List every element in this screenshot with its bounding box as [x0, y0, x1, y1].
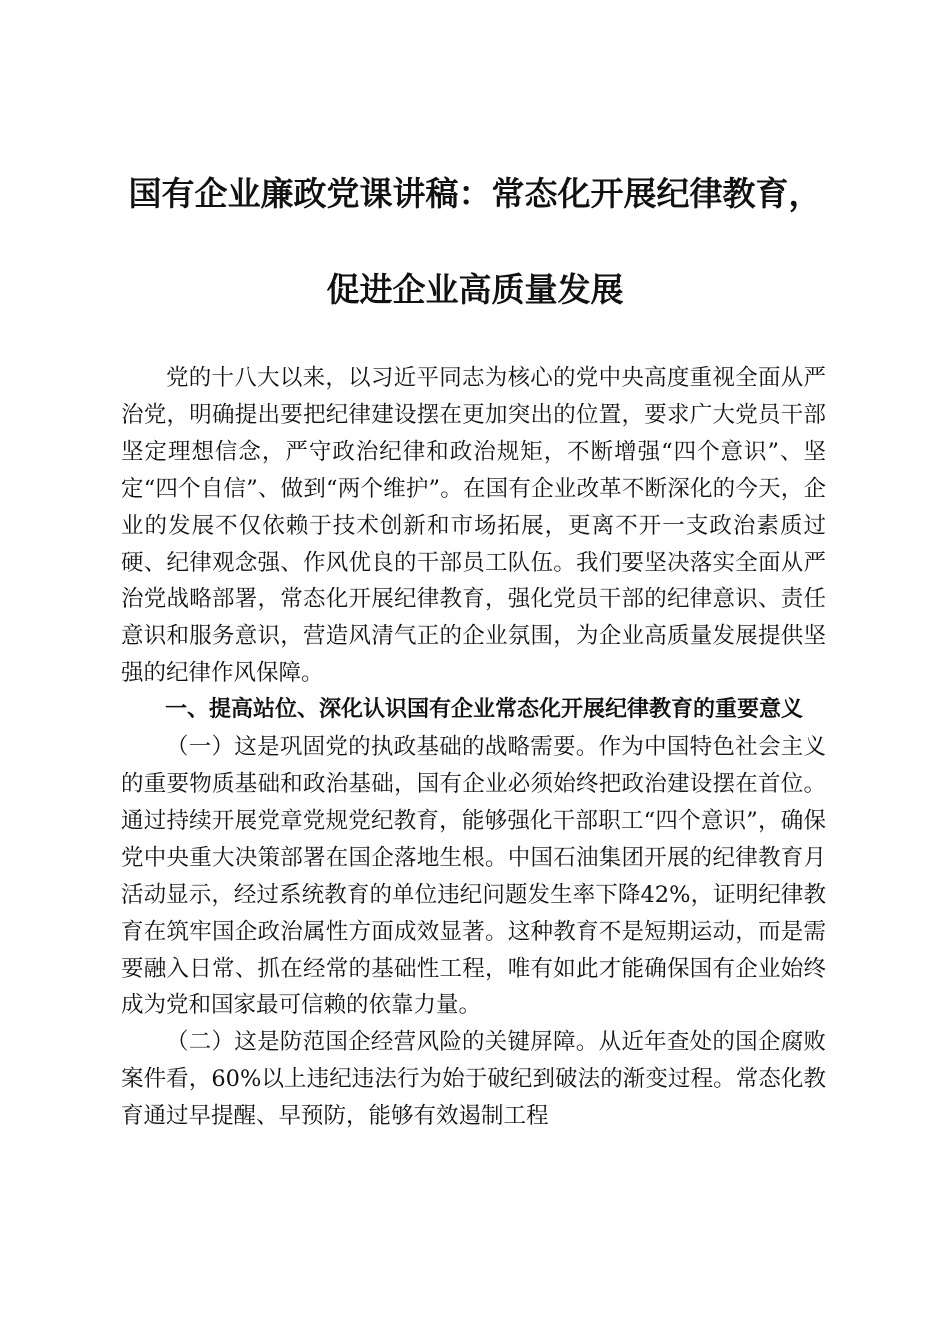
section-heading-1: 一、提高站位、深化认识国有企业常态化开展纪律教育的重要意义: [165, 697, 804, 723]
document-title-line-2: 促进企业高质量发展: [326, 270, 624, 309]
paragraph-point-2: （二）这是防范国企经营风险的关键屏障。从近年查处的国企腐败案件看，60%以上违纪违法行为始于破纪到破法的渐变过程。常态化教育通过早提醒、早预防，能够有效遏制工程: [121, 1029, 826, 1130]
paragraph-intro: 党的十八大以来，以习近平同志为核心的党中央高度重视全面从严治党，明确提出要把纪律建设摆在更加突出的位置，要求广大党员干部坚定理想信念，严守政治纪律和政治规矩，不断增强“四个意识”、坚定“四个自信”、做到“两个维护”。在国有企业改革不断深化的今天，企业的发展不仅依赖于技术创新和市场拓展，更离不开一支政治素质过硬、纪律观念强、作风优良的干部员工队伍。我们要坚决落实全面从严治党战略部署，常态化开展纪律教育，强化党员干部的纪律意识、责任意识和服务意识，营造风清气正的企业氛围，为企业高质量发展提供坚强的纪律作风保障。: [121, 365, 826, 687]
paragraph-point-1: （一）这是巩固党的执政基础的战略需要。作为中国特色社会主义的重要物质基础和政治基础，国有企业必须始终把政治建设摆在首位。通过持续开展党章党规党纪教育，能够强化干部职工“四个意识”，确保党中央重大决策部署在国企落地生根。中国石油集团开展的纪律教育月活动显示，经过系统教育的单位违纪问题发生率下降42%，证明纪律教育在筑牢国企政治属性方面成效显著。这种教育不是短期运动，而是需要融入日常、抓在经常的基础性工程，唯有如此才能确保国有企业始终成为党和国家最可信赖的依靠力量。: [121, 734, 826, 1019]
document-body: [121, 360, 826, 1135]
document-title-line-1: 国有企业廉政党课讲稿：常态化开展纪律教育，: [128, 174, 822, 213]
